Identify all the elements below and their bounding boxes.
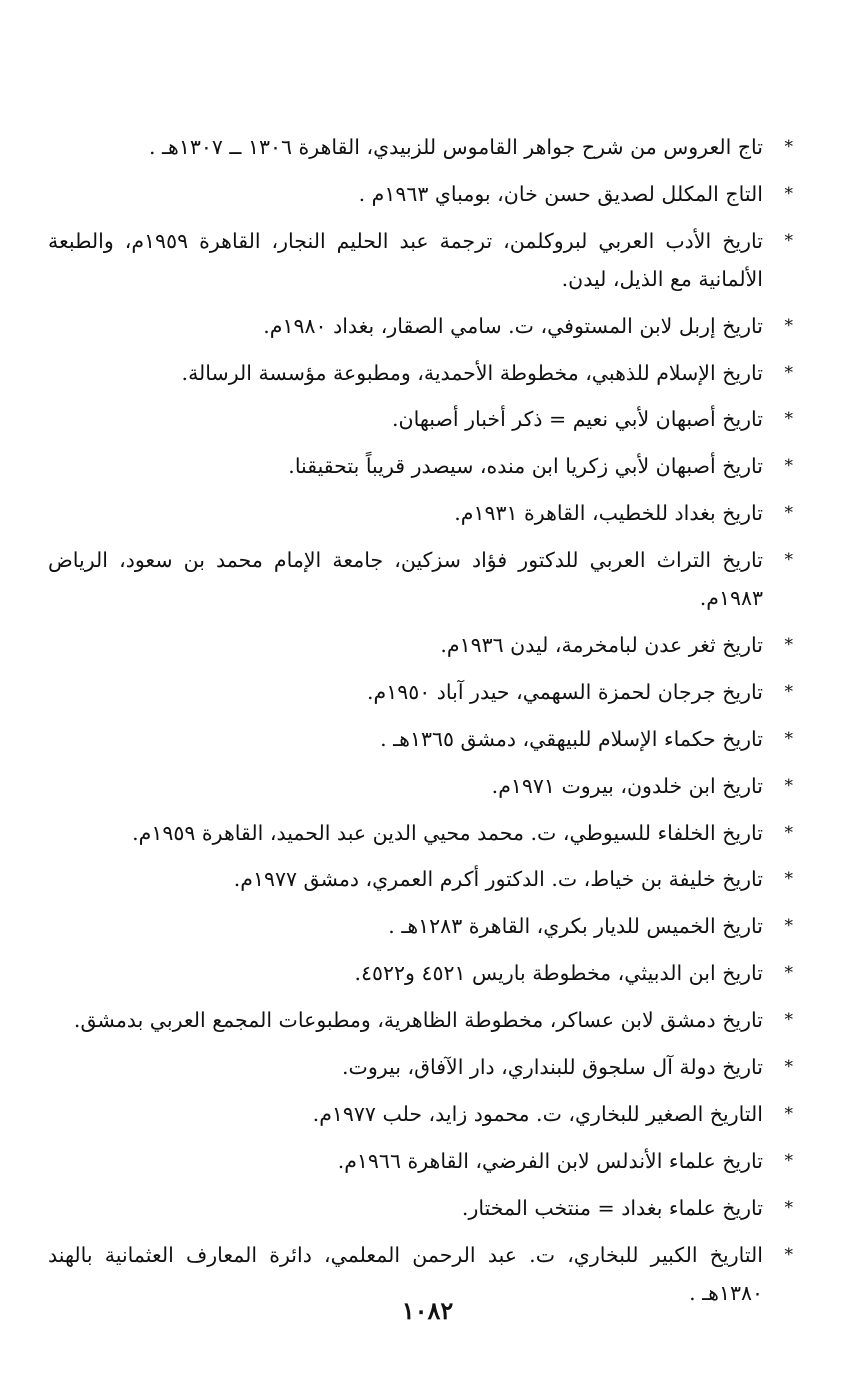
entry-text: تاج العروس من شرح جواهر القاموس للزبيدي، القاهرة ١٣٠٦ ــ ١٣٠٧هـ . [149,135,763,159]
bibliography-entry [48,1189,793,1227]
entry-text: تاريخ الأدب العربي لبروكلمن، ترجمة عبد الحليم النجار، القاهرة ١٩٥٩م، والطبعة الألمانية مع الذيل، ليدن. [48,228,763,291]
bibliography-entry [48,860,793,898]
entry-text: تاريخ ثغر عدن لبامخرمة، ليدن ١٩٣٦م. [440,633,763,658]
asterisk-bullet-icon: * [784,963,793,984]
bibliography-entry [48,1142,793,1180]
entry-text: تاريخ الخميس للديار بكري، القاهرة ١٢٨٣هـ . [388,914,763,939]
asterisk-bullet-icon: * [784,1197,793,1218]
asterisk-bullet-icon: * [784,681,793,702]
asterisk-bullet-icon: * [784,1103,793,1124]
asterisk-bullet-icon: * [784,503,793,524]
entry-text: تاريخ بغداد للخطيب، القاهرة ١٩٣١م. [454,501,763,526]
bibliography-entry [48,354,793,392]
entry-text: تاريخ خليفة بن خياط، ت. الدكتور أكرم العمري، دمشق ١٩٧٧م. [233,867,763,892]
asterisk-bullet-icon: * [784,409,793,430]
bibliography-entry [48,128,793,166]
page-number: ١٠٨٢ [401,1296,454,1325]
asterisk-bullet-icon: * [784,1244,793,1265]
bibliography-list [48,128,793,1320]
entry-text: تاريخ أصبهان لأبي نعيم = ذكر أخبار أصبهان. [392,407,763,432]
entry-text: تاريخ ابن الدبيثي، مخطوطة باريس ٤٥٢١ و٤٥٢٢. [354,961,763,986]
asterisk-bullet-icon: * [784,550,793,571]
asterisk-bullet-icon: * [784,822,793,843]
bibliography-entry [48,814,793,852]
bibliography-entry [48,494,793,532]
asterisk-bullet-icon: * [784,1010,793,1031]
asterisk-bullet-icon: * [784,456,793,477]
bibliography-entry [48,307,793,345]
entry-text: تاريخ علماء الأندلس لابن الفرضي، القاهرة ١٩٦٦م. [337,1148,763,1173]
bibliography-entry [48,400,793,438]
asterisk-bullet-icon: * [784,183,793,204]
asterisk-bullet-icon: * [784,728,793,749]
asterisk-bullet-icon: * [784,137,793,157]
entry-text: تاريخ دولة آل سلجوق للبنداري، دار الآفاق، بيروت. [342,1055,763,1080]
entry-text: تاريخ التراث العربي للدكتور فؤاد سزكين، جامعة الإمام محمد بن سعود، الرياض ١٩٨٣م. [48,548,763,611]
bibliography-entry [48,541,793,617]
entry-text: تاريخ إربل لابن المستوفي، ت. سامي الصقار، بغداد ١٩٨٠م. [263,313,763,338]
bibliography-entry [48,222,793,298]
entry-text: تاريخ ابن خلدون، بيروت ١٩٧١م. [491,773,763,798]
bibliography-entry [48,175,793,213]
bibliography-entry [48,1001,793,1039]
entry-text: تاريخ أصبهان لأبي زكريا ابن منده، سيصدر قريباً بتحقيقنا. [288,454,763,479]
bibliography-entry [48,1048,793,1086]
entry-text: التاريخ الصغير للبخاري، ت. محمود زايد، حلب ١٩٧٧م. [312,1101,763,1126]
bibliography-entry [48,907,793,945]
entry-text: تاريخ الخلفاء للسيوطي، ت. محمد محيي الدين عبد الحميد، القاهرة ١٩٥٩م. [132,820,763,845]
entry-text: تاريخ علماء بغداد = منتخب المختار. [461,1195,763,1220]
asterisk-bullet-icon: * [784,315,793,336]
entry-text: التاج المكلل لصديق حسن خان، بومباي ١٩٦٣م . [358,181,763,206]
bibliography-entry [48,954,793,992]
entry-text: تاريخ جرجان لحمزة السهمي، حيدر آباد ١٩٥٠م. [366,679,763,704]
entry-text: تاريخ دمشق لابن عساكر، مخطوطة الظاهرية، ومطبوعات المجمع العربي بدمشق. [73,1008,763,1033]
asterisk-bullet-icon: * [784,1057,793,1078]
asterisk-bullet-icon: * [784,362,793,383]
asterisk-bullet-icon: * [784,916,793,937]
bibliography-entry [48,1095,793,1133]
asterisk-bullet-icon: * [784,775,793,796]
bibliography-entry [48,767,793,805]
entry-text: تاريخ الإسلام للذهبي، مخطوطة الأحمدية، ومطبوعة مؤسسة الرسالة. [181,360,763,385]
asterisk-bullet-icon: * [784,869,793,890]
bibliography-entry [48,626,793,664]
asterisk-bullet-icon: * [784,635,793,656]
bibliography-entry [48,720,793,758]
bibliography-entry [48,447,793,485]
asterisk-bullet-icon: * [784,1150,793,1171]
asterisk-bullet-icon: * [784,230,793,251]
entry-text: تاريخ حكماء الإسلام للبيهقي، دمشق ١٣٦٥هـ . [380,726,763,751]
bibliography-entry [48,673,793,711]
entry-text: التاريخ الكبير للبخاري، ت. عبد الرحمن المعلمي، دائرة المعارف العثمانية بالهند ١٣٨٠هـ . [48,1242,763,1305]
